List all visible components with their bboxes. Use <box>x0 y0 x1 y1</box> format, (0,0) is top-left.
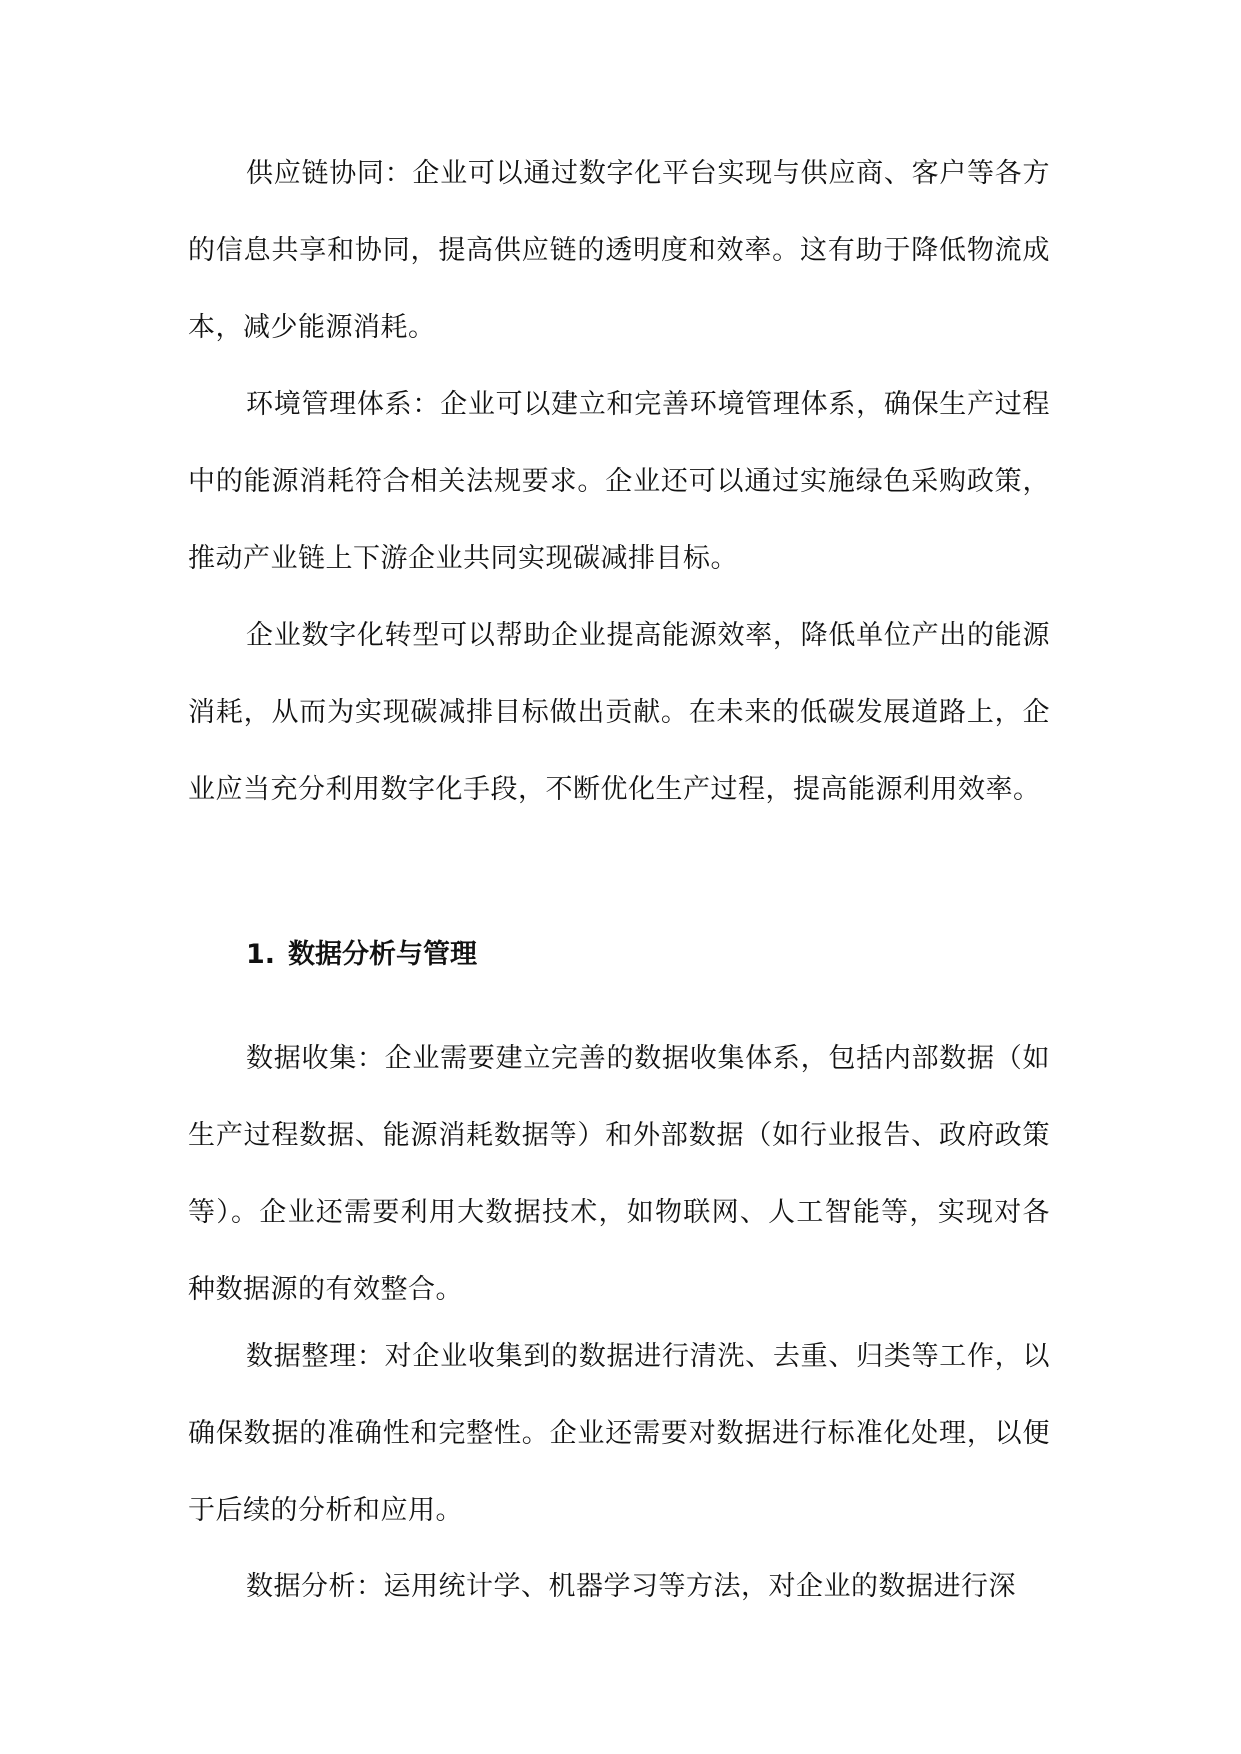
section-heading <box>246 935 946 975</box>
paragraph-digital-transformation: 企业数字化转型可以帮助企业提高能源效率，降低单位产出的能源消耗，从而为实现碳减排目标做出贡献。在未来的低碳发展道路上，企业应当充分利用数字化手段，不断优化生产过程，提高能源利用效率。 <box>188 620 1050 805</box>
paragraph-supply-chain: 供应链协同：企业可以通过数字化平台实现与供应商、客户等各方的信息共享和协同，提高供应链的透明度和效率。这有助于降低物流成本，减少能源消耗。 <box>188 158 1050 343</box>
paragraph-data-analysis: 数据分析：运用统计学、机器学习等方法，对企业的数据进行深 <box>246 1571 1016 1602</box>
paragraph-data-collection: 数据收集：企业需要建立完善的数据收集体系，包括内部数据（如生产过程数据、能源消耗数据等）和外部数据（如行业报告、政府政策等）。企业还需要利用大数据技术，如物联网、人工智能等，实现对各种数据源的有效整合。 <box>188 1043 1050 1305</box>
section-title: 数据分析与管理 <box>288 939 477 970</box>
section-number: 1. <box>246 939 276 970</box>
paragraph-data-organization: 数据整理：对企业收集到的数据进行清洗、去重、归类等工作，以确保数据的准确性和完整性。企业还需要对数据进行标准化处理，以便于后续的分析和应用。 <box>188 1341 1050 1526</box>
paragraph-environment-management: 环境管理体系：企业可以建立和完善环境管理体系，确保生产过程中的能源消耗符合相关法规要求。企业还可以通过实施绿色采购政策，推动产业链上下游企业共同实现碳减排目标。 <box>188 389 1050 574</box>
